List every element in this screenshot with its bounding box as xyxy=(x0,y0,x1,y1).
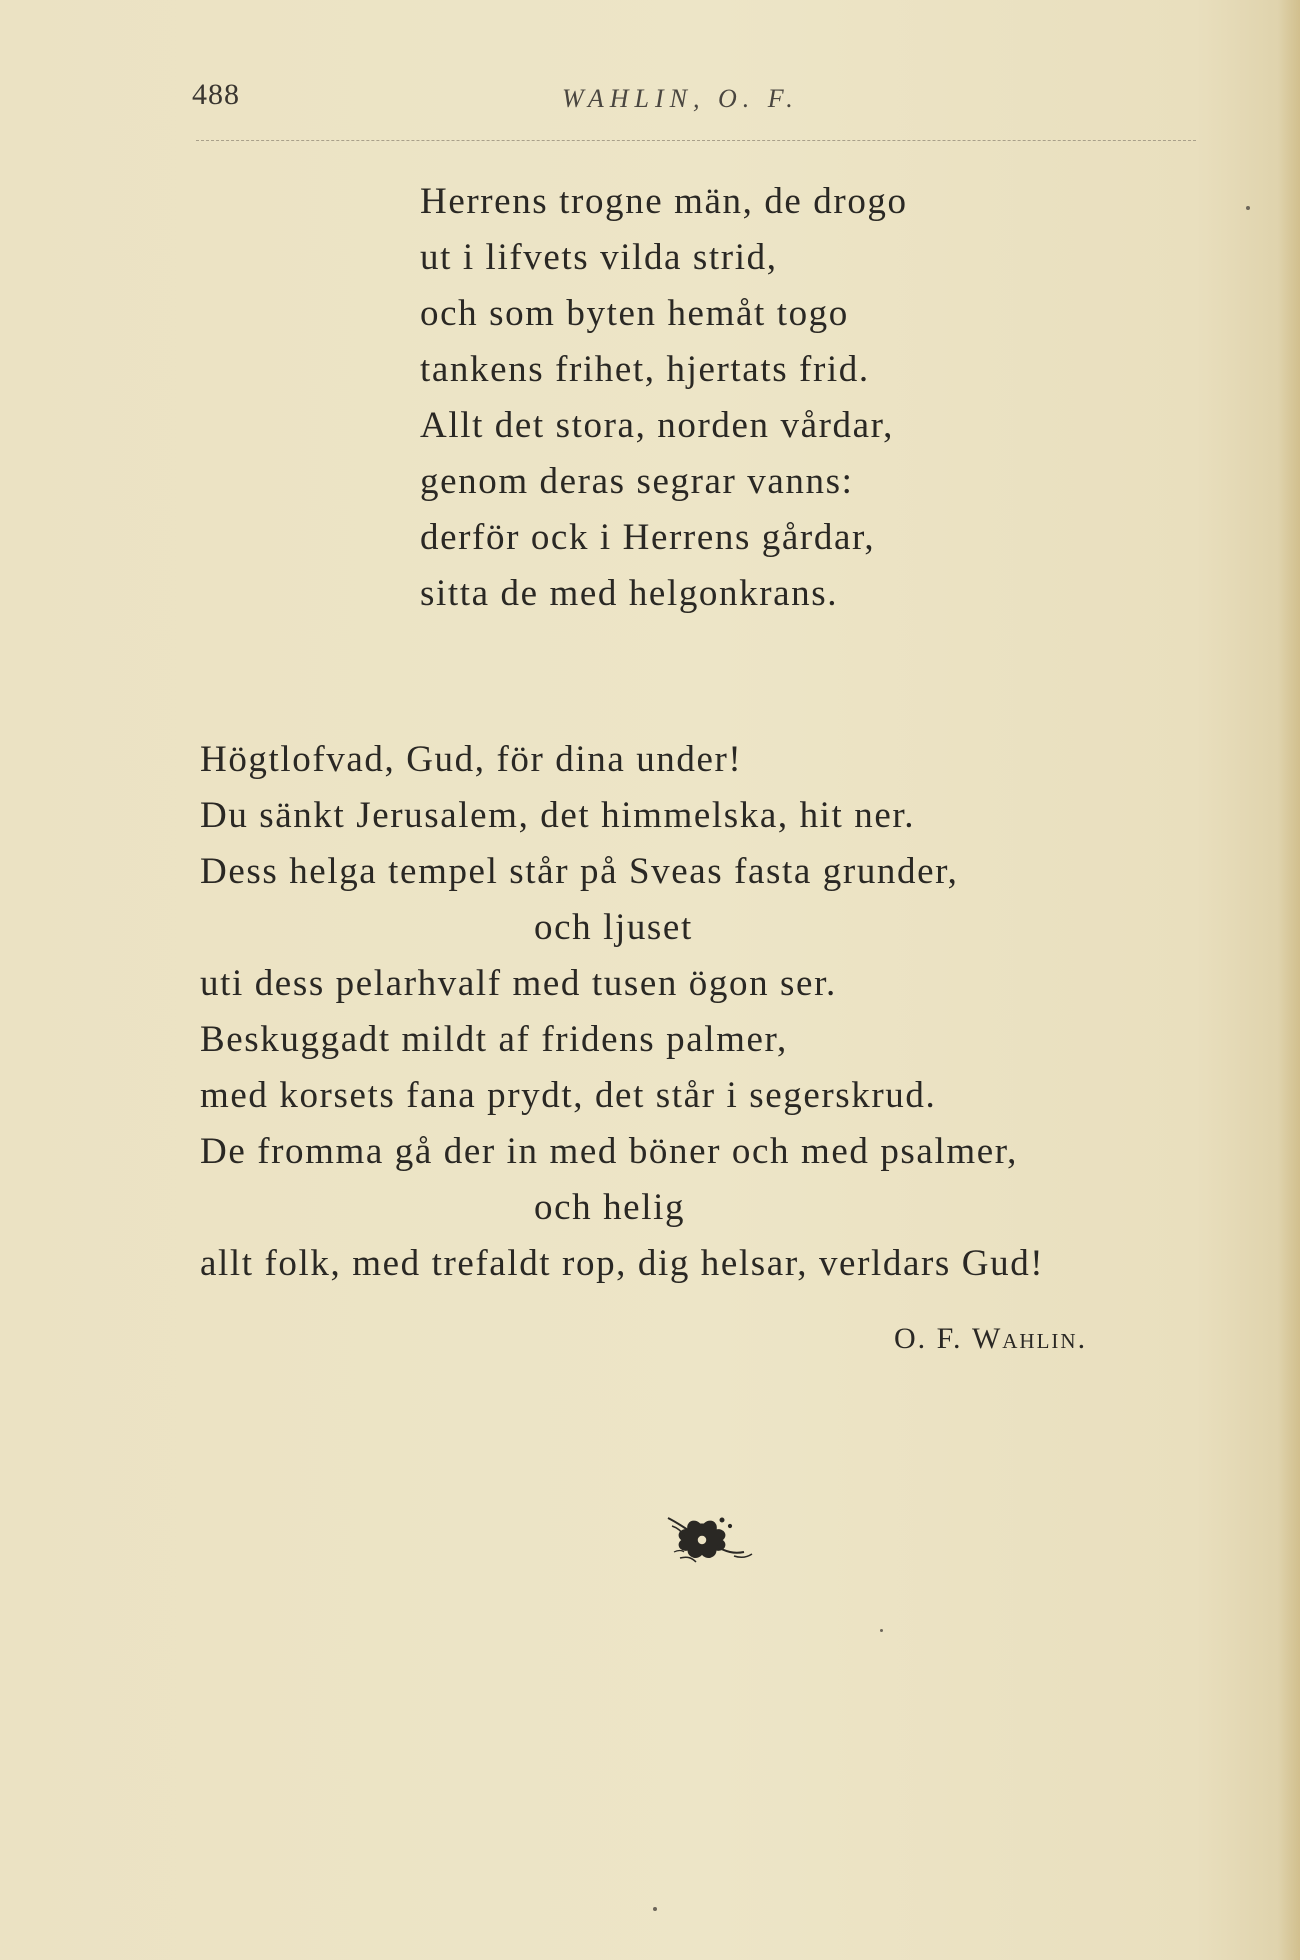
poem-line: Högtlofvad, Gud, för dina under! xyxy=(200,739,743,780)
poem-line: genom deras segrar vanns: xyxy=(420,461,854,502)
poem-line: allt folk, med trefaldt rop, dig helsar, verldars Gud! xyxy=(200,1243,1045,1284)
author-signature xyxy=(894,1322,1087,1356)
paper-speck xyxy=(1246,206,1250,210)
floral-tailpiece-icon xyxy=(660,1512,756,1572)
signature-surname: Wahlin. xyxy=(971,1322,1088,1355)
poem-line: sitta de med helgonkrans. xyxy=(420,573,839,614)
paper-speck xyxy=(653,1907,657,1911)
poem-line: De fromma gå der in med böner och med psalmer, xyxy=(200,1131,1019,1172)
page-header xyxy=(0,78,1300,118)
poem-line: med korsets fana prydt, det står i segerskrud. xyxy=(200,1075,937,1116)
poem-line: Beskuggadt mildt af fridens palmer, xyxy=(200,1019,788,1060)
poem-line: uti dess pelarhvalf med tusen ögon ser. xyxy=(200,963,837,1004)
poem-line: tankens frihet, hjertats frid. xyxy=(420,349,870,390)
poem-line: och som byten hemåt togo xyxy=(420,293,849,334)
poem-line: Dess helga tempel står på Sveas fasta grunder, xyxy=(200,851,959,892)
poem-line-indented: och ljuset xyxy=(534,907,693,948)
header-rule xyxy=(196,140,1196,141)
poem-line: ut i lifvets vilda strid, xyxy=(420,237,778,278)
signature-initials: O. F. xyxy=(894,1322,963,1355)
poem-line: Herrens trogne män, de drogo xyxy=(420,181,908,222)
poem-line-indented: och helig xyxy=(534,1187,686,1228)
poem-stanza-2 xyxy=(200,732,1044,1292)
page-number: 488 xyxy=(192,78,240,111)
paper-speck xyxy=(880,1629,883,1632)
poem-line: Allt det stora, norden vårdar, xyxy=(420,405,894,446)
running-head: WAHLIN, O. F. xyxy=(562,84,799,113)
page-edge-shadow xyxy=(1278,0,1300,1960)
poem-line: derför ock i Herrens gårdar, xyxy=(420,517,876,558)
poem-line: Du sänkt Jerusalem, det himmelska, hit ner. xyxy=(200,795,916,836)
poem-stanza-1 xyxy=(420,174,908,622)
